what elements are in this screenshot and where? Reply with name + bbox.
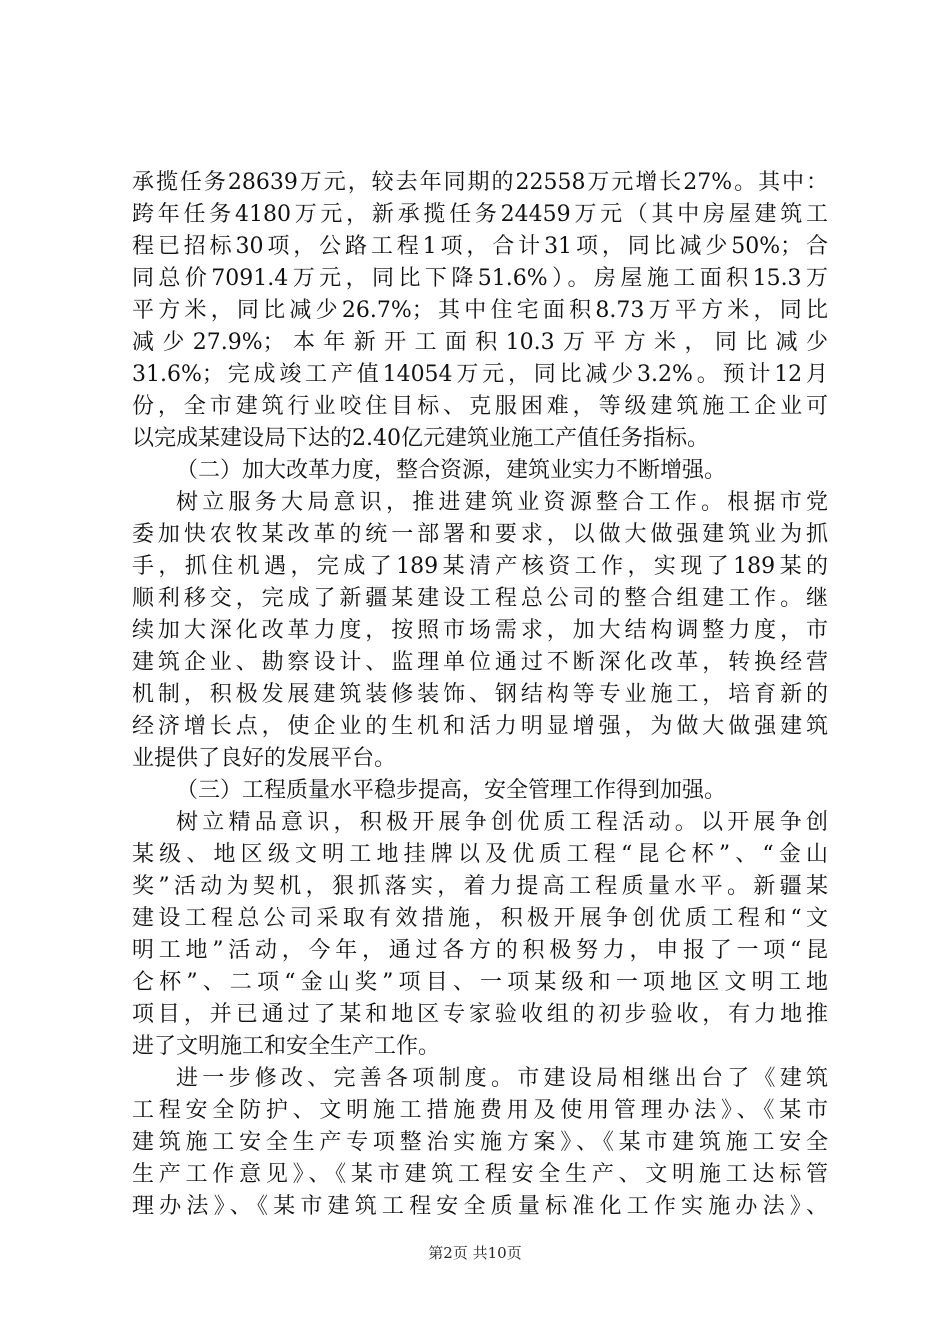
- text-line: 顺利移交，完成了新疆某建设工程总公司的整合组建工作。继: [132, 586, 828, 611]
- text-line: 工程安全防护、文明施工措施费用及使用管理办法》、《某市: [132, 1098, 828, 1123]
- text-line: 建设工程总公司采取有效措施，积极开展争创优质工程和“文: [132, 906, 828, 931]
- body-text: [132, 167, 828, 1223]
- page-number-footer: 第2页 共10页: [428, 1244, 522, 1262]
- text-line: 程已招标30项，公路工程1项，合计31项，同比减少50%；合: [132, 234, 828, 259]
- text-line: 项目，并已通过了某和地区专家验收组的初步验收，有力地推: [132, 1002, 828, 1027]
- text-line: 生产工作意见》、《某市建筑工程安全生产、文明施工达标管: [132, 1162, 828, 1187]
- text-line: 31.6%；完成竣工产值14054万元，同比减少3.2%。预计12月: [132, 362, 828, 387]
- text-line: 进了文明施工和安全生产工作。: [132, 1034, 441, 1059]
- text-line: 某级、地区级文明工地挂牌以及优质工程“昆仑杯”、“金山: [132, 842, 828, 867]
- text-line: 仑杯”、二项“金山奖”项目、一项某级和一项地区文明工地: [132, 970, 828, 995]
- text-line: 承揽任务28639万元，较去年同期的22558万元增长27%。其中：: [132, 170, 828, 195]
- text-line: 奖”活动为契机，狠抓落实，着力提高工程质量水平。新疆某: [132, 874, 828, 899]
- text-line: 理办法》、《某市建筑工程安全质量标准化工作实施办法》、: [132, 1194, 828, 1219]
- text-line: 续加大深化改革力度，按照市场需求，加大结构调整力度，市: [132, 618, 828, 643]
- text-line: 机制，积极发展建筑装修装饰、钢结构等专业施工，培育新的: [132, 682, 828, 707]
- text-line: 份，全市建筑行业咬住目标、克服困难，等级建筑施工企业可: [132, 394, 828, 419]
- text-line: 同总价7091.4万元，同比下降51.6%）。房屋施工面积15.3万: [132, 266, 828, 291]
- text-line: 以完成某建设局下达的2.40亿元建筑业施工产值任务指标。: [132, 426, 709, 451]
- text-line: 经济增长点，使企业的生机和活力明显增强，为做大做强建筑: [132, 714, 828, 739]
- text-line: 建筑企业、勘察设计、监理单位通过不断深化改革，转换经营: [132, 650, 828, 675]
- text-line: 手，抓住机遇，完成了189某清产核资工作，实现了189某的: [132, 554, 828, 579]
- text-line: 树立精品意识，积极开展争创优质工程活动。以开展争创: [176, 810, 828, 835]
- text-line: 业提供了良好的发展平台。: [132, 746, 397, 771]
- section-heading: （三）工程质量水平稳步提高，安全管理工作得到加强。: [176, 778, 727, 803]
- text-line: 树立服务大局意识，推进建筑业资源整合工作。根据市党: [176, 490, 828, 515]
- text-line: 减少27.9%；本年新开工面积10.3万平方米，同比减少: [132, 330, 828, 355]
- text-line: 平方米，同比减少26.7%；其中住宅面积8.73万平方米，同比: [132, 298, 828, 323]
- text-line: 建筑施工安全生产专项整治实施方案》、《某市建筑施工安全: [132, 1130, 828, 1155]
- text-line: 委加快农牧某改革的统一部署和要求，以做大做强建筑业为抓: [132, 522, 828, 547]
- text-line: 明工地”活动，今年，通过各方的积极努力，申报了一项“昆: [132, 938, 828, 963]
- section-heading: （二）加大改革力度，整合资源，建筑业实力不断增强。: [176, 458, 727, 483]
- text-line: 进一步修改、完善各项制度。市建设局相继出台了《建筑: [176, 1066, 828, 1091]
- text-line: 跨年任务4180万元，新承揽任务24459万元（其中房屋建筑工: [132, 202, 828, 227]
